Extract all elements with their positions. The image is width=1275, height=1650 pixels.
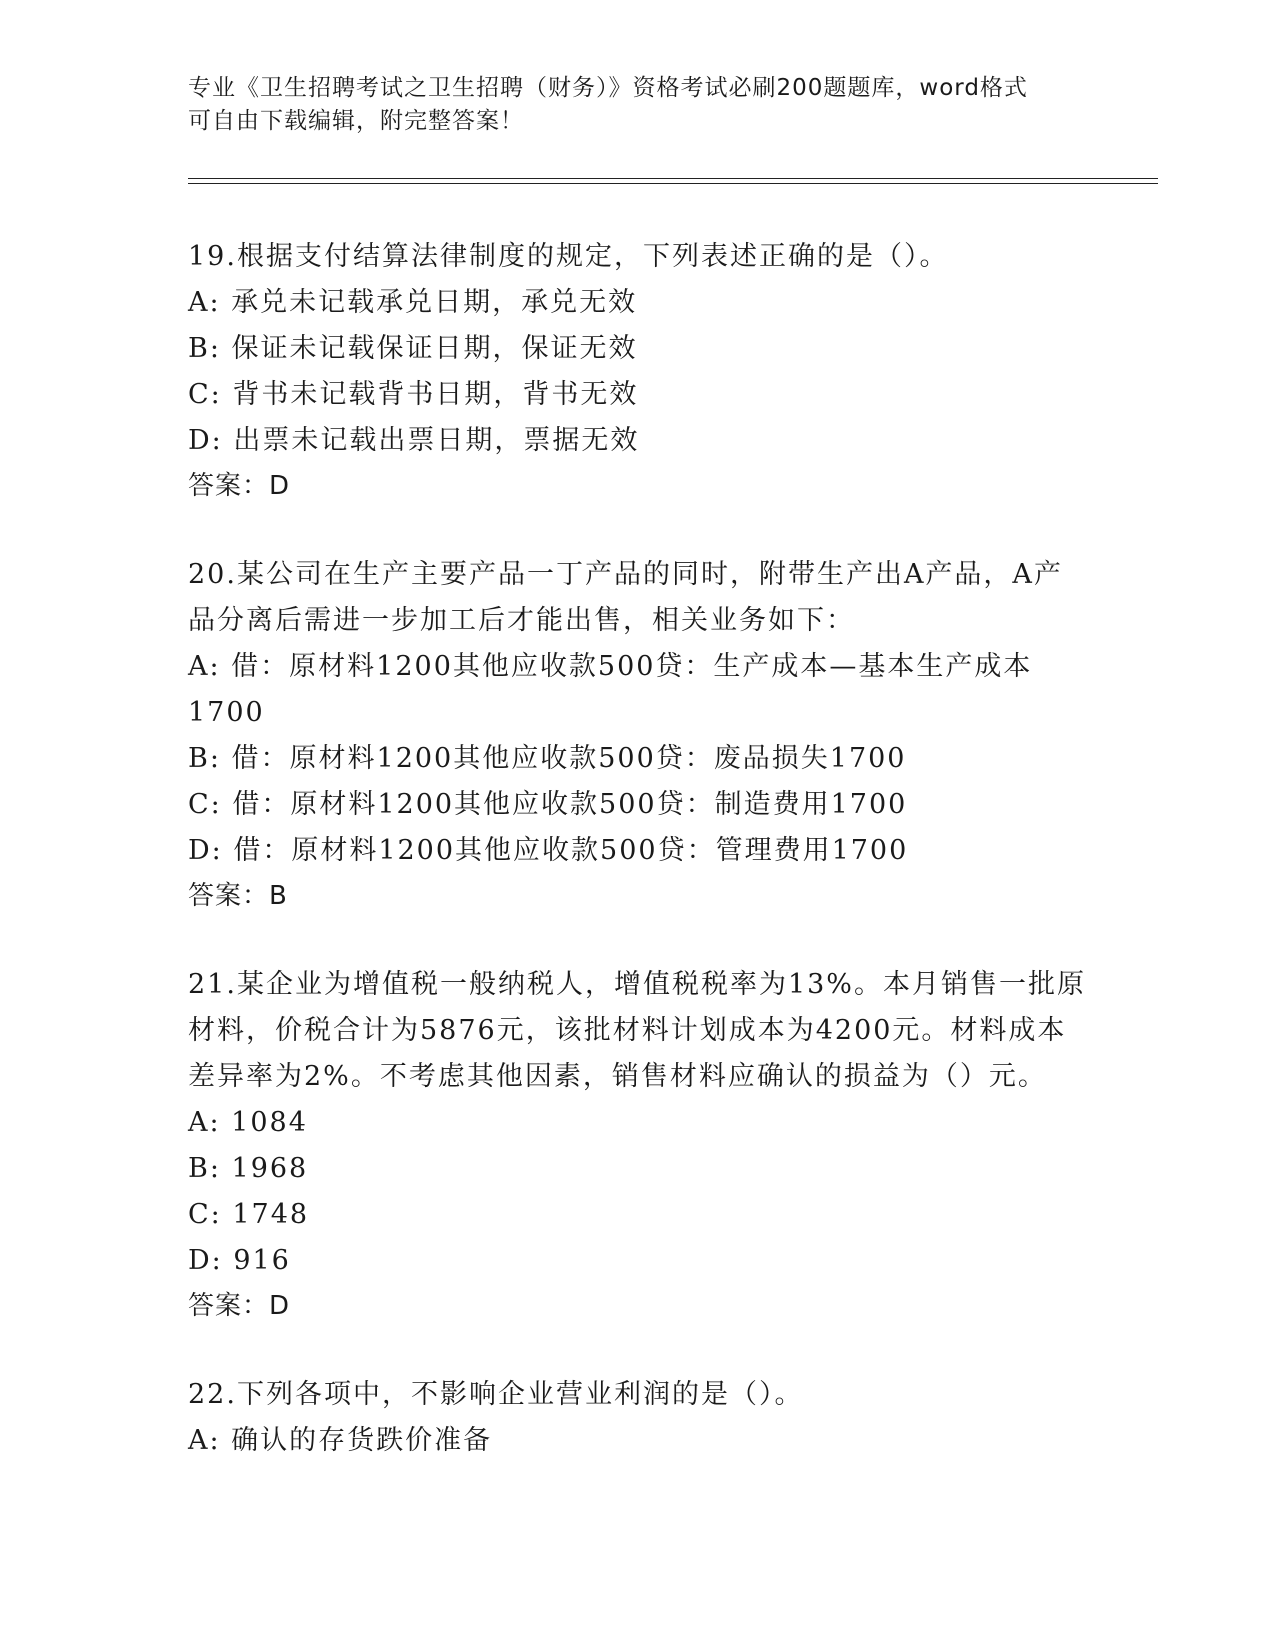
- option-c: C: 背书未记载背书日期，背书无效: [188, 379, 639, 410]
- question-text: 22.下列各项中，不影响企业营业利润的是（）。: [188, 1379, 804, 1410]
- answer: 答案：D: [188, 471, 291, 501]
- option-a: A: 借：原材料1200其他应收款500贷：生产成本—基本生产成本: [188, 651, 1033, 682]
- option-a-continued: 1700: [188, 697, 265, 728]
- option-b: B: 保证未记载保证日期，保证无效: [188, 333, 638, 364]
- question-20: [188, 552, 1068, 918]
- option-d: D: 借：原材料1200其他应收款500贷：管理费用1700: [188, 835, 909, 866]
- question-19: [188, 234, 1068, 508]
- option-a: A: 确认的存货跌价准备: [188, 1425, 493, 1456]
- option-b: B: 借：原材料1200其他应收款500贷：废品损失1700: [188, 743, 907, 774]
- option-c: C: 借：原材料1200其他应收款500贷：制造费用1700: [188, 789, 908, 820]
- header-line-2: 可自由下载编辑，附完整答案！: [188, 108, 524, 134]
- answer: 答案：B: [188, 881, 288, 911]
- question-text: 19.根据支付结算法律制度的规定，下列表述正确的是（）。: [188, 241, 949, 272]
- question-21: [188, 962, 1086, 1328]
- question-text: 品分离后需进一步加工后才能出售，相关业务如下：: [188, 605, 855, 636]
- option-c: C: 1748: [188, 1199, 310, 1230]
- question-22: [188, 1372, 1068, 1464]
- option-b: B: 1968: [188, 1153, 309, 1184]
- answer: 答案：D: [188, 1291, 291, 1321]
- question-text: 差异率为2%。不考虑其他因素，销售材料应确认的损益为（）元。: [188, 1061, 1047, 1092]
- question-text: 20.某公司在生产主要产品一丁产品的同时，附带生产出A产品，A产: [188, 559, 1063, 590]
- option-d: D: 916: [188, 1245, 291, 1276]
- header-line-1: 专业《卫生招聘考试之卫生招聘（财务）》资格考试必刷200题题库，word格式: [188, 75, 1028, 101]
- option-d: D: 出票未记载出票日期，票据无效: [188, 425, 640, 456]
- spacer: [188, 508, 1068, 552]
- option-a: A: 1084: [188, 1107, 308, 1138]
- question-text: 21.某企业为增值税一般纳税人，增值税税率为13%。本月销售一批原: [188, 969, 1086, 1000]
- option-a: A: 承兑未记载承兑日期，承兑无效: [188, 287, 638, 318]
- header-divider-top: [188, 178, 1158, 179]
- question-text: 材料，价税合计为5876元，该批材料计划成本为4200元。材料成本: [188, 1015, 1067, 1046]
- spacer: [188, 1328, 1068, 1372]
- header-divider-bottom: [188, 183, 1158, 184]
- spacer: [188, 918, 1068, 962]
- question-list: [188, 234, 1086, 1464]
- page-header: [188, 72, 1068, 138]
